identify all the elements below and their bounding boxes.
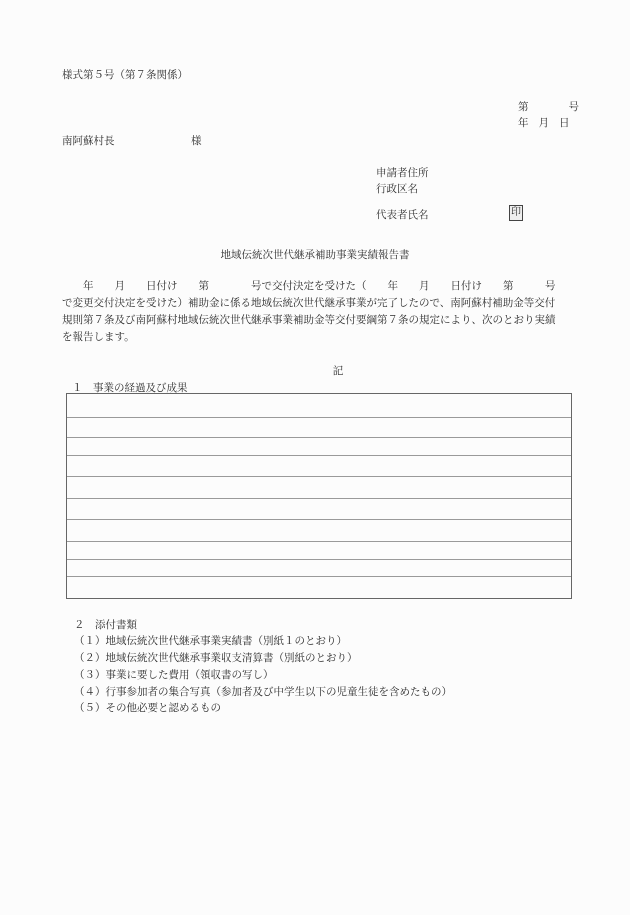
body-line: 年 月 日付け 第 号で交付決定を受けた（ 年 月 日付け 第 号: [62, 280, 556, 292]
ruled-line: [67, 541, 571, 542]
addressee-honorific: 様: [191, 135, 202, 147]
form-number: 様式第５号（第７条関係）: [62, 69, 188, 81]
ruled-line: [67, 498, 571, 499]
ruled-line: [67, 476, 571, 477]
number-prefix: 第: [518, 101, 529, 113]
body-line: で変更交付決定を受けた）補助金に係る地域伝統次世代継承事業が完了したので、南阿蘇村補助金等交付: [62, 297, 556, 309]
applicant-district-label: 行政区名: [376, 183, 418, 195]
section1-heading: １ 事業の経過及び成果: [72, 382, 188, 394]
date-month: 月: [538, 117, 549, 129]
ki-heading: 記: [332, 365, 344, 377]
section2-heading: ２ 添付書類: [74, 619, 137, 631]
number-suffix: 号: [568, 101, 579, 113]
attachment-item-1: （１）地域伝統次世代継承事業実績書（別紙１のとおり）: [74, 635, 347, 647]
ruled-line: [67, 559, 571, 560]
progress-results-box[interactable]: [66, 393, 572, 599]
date-line: [518, 116, 570, 130]
addressee-name: 南阿蘇村長: [62, 135, 115, 147]
ruled-line: [67, 519, 571, 520]
body-line: 規則第７条及び南阿蘇村地域伝統次世代継承事業補助金等交付要綱第７条の規定により、次のとおり実績: [62, 314, 556, 326]
representative-name-label: 代表者氏名: [376, 209, 429, 221]
seal-icon: 印: [509, 205, 523, 221]
document-number-line: [518, 100, 579, 114]
document-title: 地域伝統次世代継承補助事業実績報告書: [220, 249, 410, 261]
applicant-address-label: 申請者住所: [376, 167, 429, 179]
date-day: 日: [559, 117, 570, 129]
date-year: 年: [518, 117, 529, 129]
ruled-line: [67, 455, 571, 456]
attachment-item-2: （２）地域伝統次世代継承事業収支清算書（別紙のとおり）: [74, 652, 358, 664]
ruled-line: [67, 417, 571, 418]
attachment-item-3: （３）事業に要した費用（領収書の写し）: [74, 669, 274, 681]
ruled-line: [67, 437, 571, 438]
attachment-item-5: （５）その他必要と認めるもの: [74, 702, 221, 714]
body-line: を報告します。: [62, 331, 135, 343]
report-body: [62, 278, 584, 346]
ruled-line: [67, 576, 571, 577]
attachment-item-4: （４）行事参加者の集合写真（参加者及び中学生以下の児童生徒を含めたもの）: [74, 686, 452, 698]
